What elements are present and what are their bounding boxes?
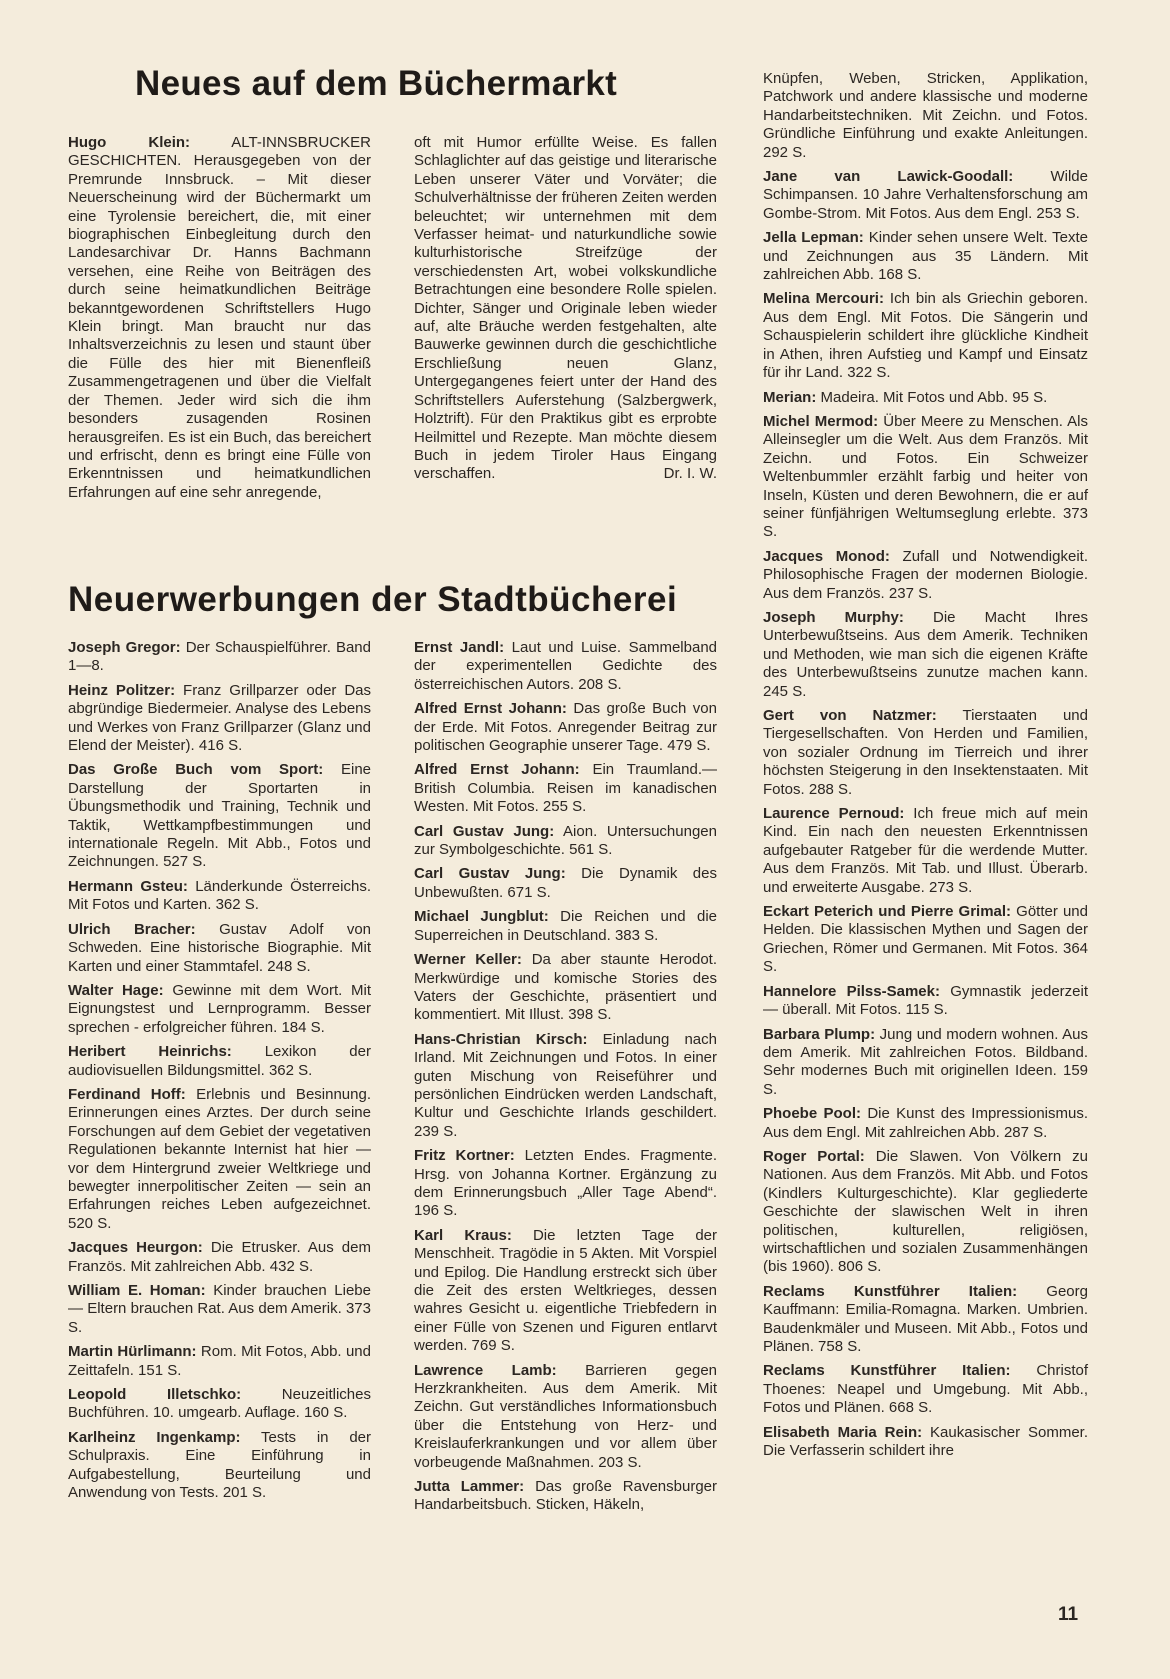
book-author: Phoebe Pool: — [763, 1105, 861, 1123]
article-title-buechermarkt: Neues auf dem Büchermarkt — [135, 64, 618, 103]
book-entry — [763, 1424, 1088, 1461]
book-author: William E. Homan: — [68, 1282, 206, 1299]
book-entry — [763, 168, 1088, 223]
book-description: Madeira. Mit Fotos und Abb. 95 S. — [820, 388, 1048, 406]
book-description: Ich freue mich auf mein Kind. Ein nach den neuesten Erkenntnissen aufgebauter Ratgeber für die werdende Mutter. Aus dem Französ. Mit Tab. und Illust. Überarb. und erweiterte Ausgabe. 273 S. — [763, 805, 1088, 896]
book-author: Carl Gustav Jung: — [414, 822, 555, 840]
book-description: Ich bin als Griechin geboren. Aus dem Engl. Mit Fotos. Die Sängerin und Schauspielerin schildert ihre glückliche Kindheit in Athen, ihren Aufstieg und Kampf und Einsatz für ihr Land. 322 S. — [763, 290, 1088, 382]
book-description: Die Etrusker. Aus dem Französ. Mit zahlreichen Abb. 432 S. — [68, 1239, 371, 1275]
acquisitions-column-1 — [68, 639, 371, 1508]
book-entry — [68, 761, 371, 871]
acquisitions-list-3 — [763, 168, 1088, 1460]
book-author: Laurence Pernoud: — [763, 805, 905, 823]
book-entry — [68, 639, 371, 676]
book-author: Reclams Kunstführer Italien: — [763, 1282, 1018, 1300]
book-author: Hans-Christian Kirsch: — [414, 1030, 588, 1048]
book-author: Barbara Plump: — [763, 1025, 876, 1043]
book-entry-continuation: Knüpfen, Weben, Stricken, Applikation, Patchwork und andere klassische und moderne Handarbeitstechniken. Mit Zeichn. und Fotos. Gründliche Einführung und exakte Anleitungen. 292 S. — [763, 70, 1088, 161]
book-description: Georg Kauffmann: Emilia-Romagna. Marken. Umbrien. Baudenkmäler und Museen. Mit Abb., Fotos und Plänen. 758 S. — [763, 1282, 1088, 1355]
book-entry — [763, 413, 1088, 542]
book-entry — [68, 1429, 371, 1503]
review-column-1 — [68, 134, 371, 508]
book-entry — [68, 682, 371, 756]
book-author: Hannelore Pilss-Samek: — [763, 982, 940, 1000]
book-entry — [68, 878, 371, 915]
book-entry — [414, 865, 717, 902]
book-description: Der Schauspielführer. Band 1—8. — [68, 639, 371, 675]
book-description: Einladung nach Irland. Mit Zeichnungen und Fotos. In einer guten Mischung von Reiseführer und persönlichen Eindrücken werden Landschaft, Kultur und Geschichte Irlands geschildert. 239 S. — [414, 1030, 717, 1140]
review-column-2 — [414, 134, 717, 490]
book-author: Hermann Gsteu: — [68, 877, 188, 895]
book-entry — [763, 1026, 1088, 1100]
book-entry — [763, 1283, 1088, 1357]
book-author: Walter Hage: — [68, 981, 164, 999]
book-entry — [414, 823, 717, 860]
book-entry — [414, 1227, 717, 1356]
book-description: Wilde Schimpansen. 10 Jahre Verhaltensforschung am Gombe-Strom. Mit Fotos. Aus dem Engl. 253 S. — [763, 168, 1088, 222]
book-author: Jane van Lawick-Goodall: — [763, 168, 1014, 186]
book-entry — [414, 1362, 717, 1472]
book-description: Die letzten Tage der Menschheit. Tragödie in 5 Akten. Mit Vorspiel und Epilog. Die Handlung erstreckt sich über die Zeit des ersten Weltkrieges, dessen wahres Gesicht u. eigentliche Triebfedern in einer Fülle von Szenen und Figuren entlarvt werden. 769 S. — [414, 1226, 718, 1355]
book-entry — [763, 805, 1088, 897]
book-entry — [414, 639, 717, 694]
book-author: Karl Kraus: — [414, 1226, 512, 1244]
book-entry — [68, 1386, 371, 1423]
book-author: Elisabeth Maria Rein: — [763, 1423, 923, 1441]
book-author: Fritz Kortner: — [414, 1147, 515, 1165]
book-description: Die Macht Ihres Unterbewußtseins. Aus dem Amerik. Techniken und Methoden, wie man sich die eigenen Kräfte des Unterbewußtseins zunutze machen kann. 245 S. — [763, 608, 1088, 700]
book-author: Joseph Gregor: — [68, 639, 181, 656]
book-description: Erlebnis und Besinnung. Erinnerungen eines Arztes. Der durch seine Forschungen auf dem Gebiet der vegetativen Regulationen bekannte Internist hat hier — vor dem Hintergrund zweier Weltkriege und bewegter innerpolitischer Zeiten — sein an Erfahrungen reiches Leben aufgezeichnet. 520 S. — [68, 1085, 371, 1232]
book-entry — [763, 903, 1088, 977]
book-description: Über Meere zu Menschen. Als Alleinsegler um die Welt. Aus dem Französ. Mit Zeichn. und Fotos. Ein Schweizer Weltenbummler erzählt farbig und heiter von Inseln, Küsten und deren Bewohnern, die er auf seiner fünfjährigen Weltumseglung erlebte. 373 S. — [763, 412, 1088, 541]
book-author: Ulrich Bracher: — [68, 920, 196, 938]
book-entry — [763, 548, 1088, 603]
book-entry — [414, 761, 717, 816]
book-author: Carl Gustav Jung: — [414, 865, 566, 883]
book-author: Leopold Illetschko: — [68, 1386, 242, 1404]
book-entry — [763, 983, 1088, 1020]
book-entry — [68, 1043, 371, 1080]
book-entry — [68, 982, 371, 1037]
book-author: Lawrence Lamb: — [414, 1361, 557, 1379]
book-description: Rom. Mit Fotos, Abb. und Zeittafeln. 151 S. — [68, 1343, 371, 1379]
book-author: Heinz Politzer: — [68, 681, 176, 699]
book-description: Tests in der Schulpraxis. Eine Einführung in Aufgabestellung, Beurteilung und Anwendung von Tests. 201 S. — [68, 1428, 371, 1502]
book-entry — [68, 1239, 371, 1276]
book-description: Eine Darstellung der Sportarten in Übungsmethodik und Training, Technik und Taktik, Wettkampfbestimmungen und internationale Regeln. Mit Abb., Fotos und Zeichnungen. 527 S. — [68, 761, 372, 871]
book-entry — [763, 229, 1088, 284]
review-author: Hugo Klein: — [68, 134, 191, 151]
book-description: Kinder brauchen Liebe — Eltern brauchen Rat. Aus dem Amerik. 373 S. — [68, 1282, 371, 1336]
book-author: Melina Mercouri: — [763, 290, 884, 308]
book-author: Werner Keller: — [414, 951, 522, 969]
book-author: Roger Portal: — [763, 1147, 865, 1165]
book-entry — [763, 290, 1088, 382]
book-entry — [414, 951, 717, 1025]
book-description: Christof Thoenes: Neapel und Umgebung. Mit Abb., Fotos und Plänen. 668 S. — [763, 1362, 1088, 1417]
book-entry — [414, 1147, 717, 1221]
review-signature: Dr. I. W. — [663, 465, 717, 483]
book-entry — [68, 1282, 371, 1337]
book-description: Kinder sehen unsere Welt. Texte und Zeichnungen aus 35 Ländern. Mit zahlreichen Abb. 168 S. — [763, 229, 1088, 284]
book-entry — [68, 1086, 371, 1233]
acquisitions-column-2 — [414, 639, 717, 1521]
book-description: Lexikon der audiovisuellen Bildungsmittel. 362 S. — [68, 1043, 371, 1079]
page-number: 11 — [1058, 1604, 1079, 1625]
book-description: Franz Grillparzer oder Das abgründige Biedermeier. Analyse des Lebens und Werkes von Franz Grillparzer (Glanz und Elend der Meister). 416 S. — [68, 681, 371, 755]
book-description: Da aber staunte Herodot. Merkwürdige und komische Stories des Vaters der Geschichte, präsentiert und kommentiert. Mit Illust. 398 S. — [414, 951, 717, 1024]
book-author: Martin Hürlimann: — [68, 1343, 197, 1361]
review-text-part1: ALT-INNSBRUCKER GESCHICHTEN. Herausgegeben von der Premrunde Innsbruck. – Mit dieser Neuerscheinung wird der Büchermarkt um eine Tyrolensie bereichert, die, mit einer biographischen Einbegleitung durch den Landesarchivar Dr. Hanns Bachmann versehen, eine Reihe von Beiträgen des durch seine heimatkundlichen Beiträge bekanntgewordenen Schriftstellers Hugo Klein bringt. Man braucht nur das Inhaltsverzeichnis zu lesen und staunt über die Fülle des hier mit Bienenfleiß Zusammengetragenen und über die Vielfalt der Themen. Jeder wird sich die ihm besonders zusagenden Rosinen herausgreifen. Es ist ein Buch, das bereichert und erfrischt, denn es bringt eine Fülle von Erkenntnissen und heimatkundlichen Erfahrungen auf eine sehr anregende, — [68, 134, 371, 501]
book-description: Jung und modern wohnen. Aus dem Amerik. Mit zahlreichen Fotos. Bildband. Sehr modernes Buch mit originellen Ideen. 159 S. — [763, 1025, 1088, 1098]
book-description: Die Kunst des Impressionismus. Aus dem Engl. Mit zahlreichen Abb. 287 S. — [763, 1105, 1089, 1141]
book-author: Michael Jungblut: — [414, 908, 549, 926]
review-text-part2: oft mit Humor erfüllte Weise. Es fallen Schlaglichter auf das geistige und literarische Leben unserer Väter und Vorväter; die Schulverhältnisse der früheren Zeiten werden beleuchtet; wir unternehmen mit dem Verfasser heimat- und naturkundliche sowie kulturhistorische Streifzüge der verschiedensten Art, wobei volkskundliche Betrachtungen eine besondere Rolle spielen. Dichter, Sänger und Originale leben wieder auf, alte Bräuche werden festgehalten, alte Bauwerke gewinnen durch die geschichtliche Erschließung neuen Glanz, Untergegangenes feiert unter der Hand des Schriftstellers Auferstehung (Salzbergwerk, Holztrift). Für den Praktikus gibt es erprobte Heilmittel und Rezepte. Man möchte diesem Buch in jedem Tiroler Haus Eingang verschaffen. — [414, 134, 717, 483]
book-description: Die Reichen und die Superreichen in Deutschland. 383 S. — [414, 908, 718, 944]
book-description: Ein Traumland.— British Columbia. Reisen im kanadischen Westen. Mit Fotos. 255 S. — [414, 761, 717, 816]
book-entry — [763, 1105, 1088, 1142]
book-description: Gymnastik jederzeit — überall. Mit Fotos. 115 S. — [763, 982, 1089, 1019]
book-description: Barrieren gegen Herzkrankheiten. Aus dem Amerik. Mit Zeichn. Gut verständliches Informationsbuch über die Entstehung von Herz- und Kreislauferkrankungen und vor allem über vorbeugende Maßnahmen. 203 S. — [414, 1361, 718, 1471]
book-author: Jacques Monod: — [763, 547, 890, 565]
book-author: Alfred Ernst Johann: — [414, 761, 580, 779]
book-entry — [763, 1362, 1088, 1417]
book-entry — [68, 1343, 371, 1380]
book-author: Merian: — [763, 388, 817, 406]
book-author: Gert von Natzmer: — [763, 707, 937, 724]
book-author: Heribert Heinrichs: — [68, 1043, 232, 1061]
book-author: Eckart Peterich und Pierre Grimal: — [763, 903, 1012, 921]
book-entry — [763, 609, 1088, 701]
book-entry — [763, 389, 1088, 407]
book-author: Ferdinand Hoff: — [68, 1085, 186, 1103]
book-author: Jella Lepman: — [763, 229, 864, 247]
book-author: Alfred Ernst Johann: — [414, 700, 567, 718]
book-author: Ernst Jandl: — [414, 639, 505, 656]
book-description: Das große Buch von der Erde. Mit Fotos. Anregender Beitrag zur politischen Geographie unserer Tage. 479 S. — [414, 700, 717, 755]
book-description: Letzten Endes. Fragmente. Hrsg. von Johanna Kortner. Ergänzung zu dem Erinnerungsbuch „Aller Tage Abend“. 196 S. — [414, 1147, 717, 1220]
book-entry — [763, 707, 1088, 799]
book-description: Länderkunde Österreichs. Mit Fotos und Karten. 362 S. — [68, 877, 371, 914]
acquisitions-column-3 — [763, 70, 1088, 1466]
book-entry — [414, 908, 717, 945]
book-author: Das Große Buch vom Sport: — [68, 761, 324, 779]
book-description: Gewinne mit dem Wort. Mit Eignungstest und Lernprogramm. Besser sprechen - erfolgreicher führen. 184 S. — [68, 981, 371, 1036]
book-description: Die Dynamik des Unbewußten. 671 S. — [414, 865, 717, 901]
book-description: Neuzeitliches Buchführen. 10. umgearb. Auflage. 160 S. — [68, 1386, 371, 1422]
book-description: Laut und Luise. Sammelband der experimentellen Gedichte des österreichischen Autors. 208 S. — [414, 639, 718, 693]
book-entry — [414, 1478, 717, 1515]
book-description: Gustav Adolf von Schweden. Eine historische Biographie. Mit Karten und einer Stammtafel. 248 S. — [68, 920, 372, 975]
book-description: Das große Ravensburger Handarbeitsbuch. Sticken, Häkeln, — [414, 1478, 717, 1514]
book-entry — [414, 1031, 717, 1141]
book-author: Michel Mermod: — [763, 412, 879, 430]
book-description: Die Slawen. Von Völkern zu Nationen. Aus dem Französ. Mit Abb. und Fotos (Kindlers Kulturgeschichte). Klar gegliederte Geschichte der slawischen Welt in ihren politischen, kulturellen, religiösen, wirtschaftlichen und sozialen Zusammenhängen (bis 1960). 806 S. — [763, 1147, 1088, 1276]
book-entry — [414, 700, 717, 755]
book-description: Kaukasischer Sommer. Die Verfasserin schildert ihre — [763, 1423, 1088, 1460]
book-description: Tierstaaten und Tiergesellschaften. Von Herden und Familien, von sozialer Ordnung im Tierreich und ihrer höchsten Steigerung in den Insektenstaaten. Mit Fotos. 288 S. — [763, 707, 1088, 798]
book-author: Reclams Kunstführer Italien: — [763, 1362, 1011, 1380]
book-author: Jacques Heurgon: — [68, 1239, 203, 1257]
book-description: Zufall und Notwendigkeit. Philosophische Fragen der modernen Biologie. Aus dem Französ. 237 S. — [763, 547, 1088, 602]
book-entry — [763, 1148, 1088, 1277]
article-title-stadtbuecherei: Neuerwerbungen der Stadtbücherei — [68, 580, 678, 619]
book-description: Götter und Helden. Die klassischen Mythen und Sagen der Griechen, Römer und Germanen. Mit Fotos. 364 S. — [763, 903, 1088, 976]
book-entry — [68, 921, 371, 976]
book-author: Karlheinz Ingenkamp: — [68, 1428, 241, 1446]
book-description: Aion. Untersuchungen zur Symbolgeschichte. 561 S. — [414, 822, 717, 859]
book-author: Jutta Lammer: — [414, 1478, 525, 1496]
book-author: Joseph Murphy: — [763, 608, 904, 626]
